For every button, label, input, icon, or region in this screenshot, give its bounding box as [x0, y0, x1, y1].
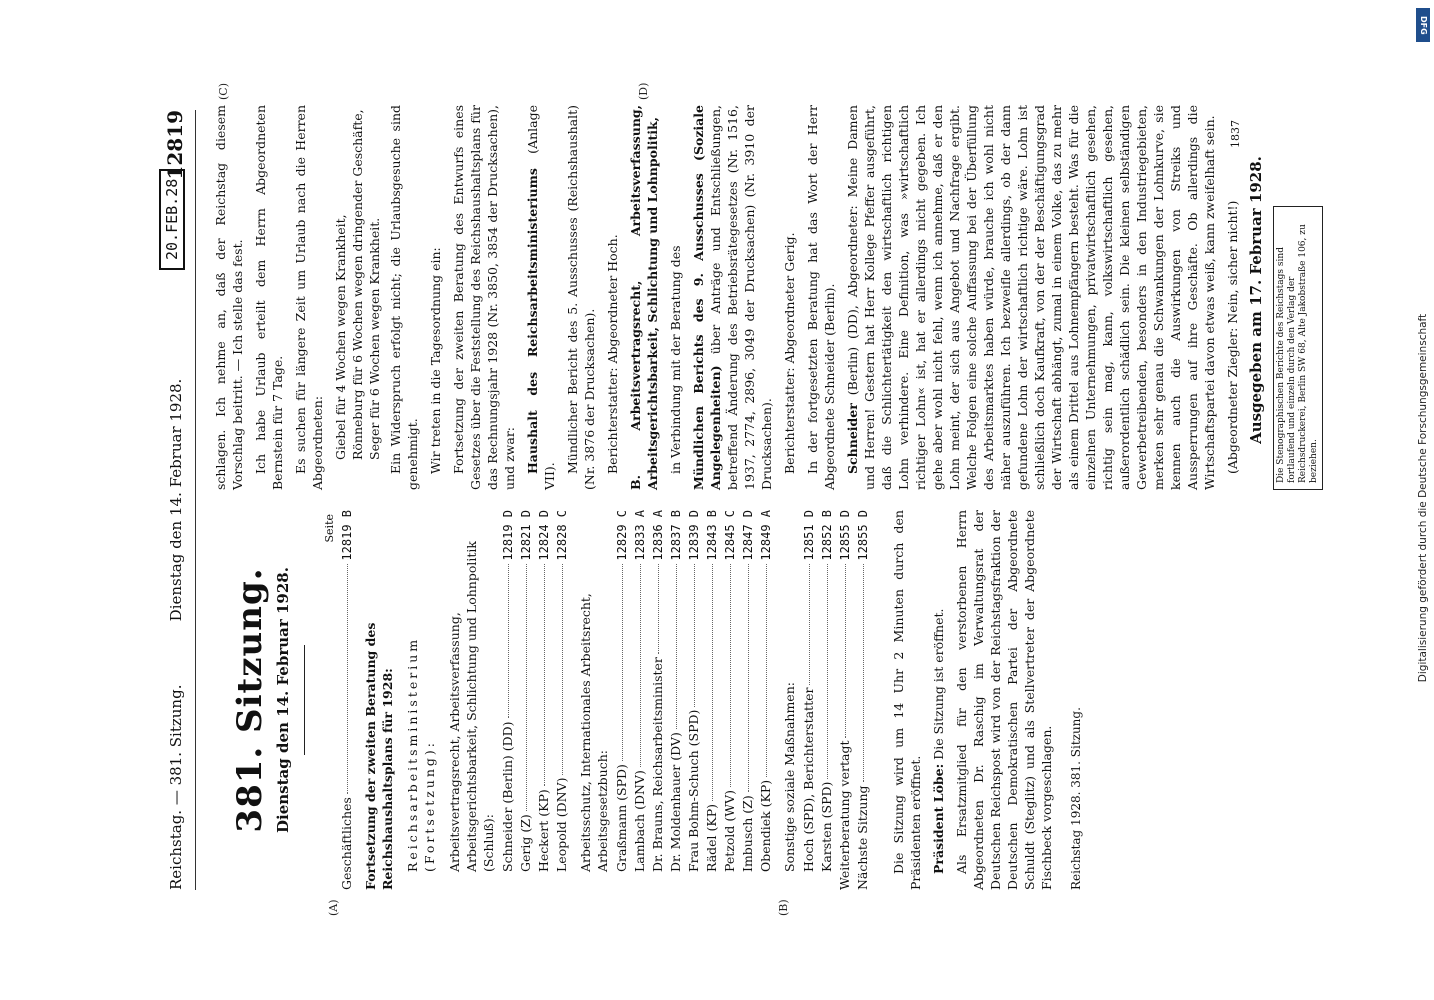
toc-entry: [649, 510, 667, 890]
proceedings-p9: Berichterstatter: Abgeordneter Hoch.: [605, 234, 620, 474]
page-footer: Reichstag 1928. 381. Sitzung.: [1069, 707, 1083, 890]
toc-leader-dots: [508, 564, 509, 719]
toc-entry: [553, 510, 571, 890]
toc-entry-page: 12819 B: [340, 510, 354, 561]
toc-entry-page: 12829 C: [615, 510, 629, 561]
proceedings-p14: In der fortgesetzten Beratung hat das Wort der Herr Abgeordnete Schneider (Berlin).: [805, 105, 837, 490]
toc-leader-dots: [845, 564, 846, 738]
toc-leader-dots: [748, 564, 749, 793]
toc-entry-page: 12833 A: [633, 510, 647, 561]
proceedings-p12: [690, 105, 775, 490]
toc-entry: [517, 510, 535, 890]
toc-entry-page: 12852 B: [820, 510, 834, 561]
toc-entry-page: 12855 D: [838, 510, 852, 561]
toc-leader-dots: [863, 564, 864, 783]
leave-item: Rönneburg für 6 Wochen wegen dringender Geschäfte,: [350, 109, 365, 460]
toc-entry-label: Lambach (DNV): [632, 770, 647, 872]
scanned-page: [77, 70, 1357, 930]
toc-leader-dots: [730, 564, 731, 787]
toc-entry-page: 12837 B: [669, 510, 683, 561]
toc-entry: [757, 510, 775, 890]
title-rule: [304, 645, 305, 755]
speaker-name: Schneider: [845, 403, 860, 474]
toc-leader-dots: [640, 564, 641, 768]
toc-leader-dots: [347, 564, 348, 795]
toc-entry: [535, 510, 553, 890]
margin-mark-b: (B): [777, 899, 790, 916]
page-header: [155, 110, 196, 890]
toc-entry-label: Geschäftliches: [339, 797, 354, 890]
proceedings-p5: Wir treten in die Tagesordnung ein:: [428, 247, 443, 474]
toc-leader-dots: [544, 564, 545, 787]
toc-section-heading: [577, 510, 611, 890]
seite-label: Seite: [323, 514, 336, 543]
toc-entry: [667, 510, 685, 890]
toc-entry-label: Schneider (Berlin) (DD): [500, 721, 515, 872]
left-column: [212, 510, 1083, 890]
toc-entry: [703, 510, 721, 890]
toc-entry: [499, 510, 517, 890]
toc-entry: [739, 510, 757, 890]
sheet-number: 1837: [1229, 120, 1242, 148]
toc-entry: [818, 510, 836, 890]
toc-section-heading: [362, 510, 396, 890]
table-of-contents: [338, 510, 872, 890]
toc-entry-page: 12821 D: [519, 510, 533, 561]
toc-section-heading: [446, 510, 497, 890]
replacement-text: Als Ersatzmitglied für den verstorbenen Herrn Abgeordneten Dr. Raschig im Verwaltungsrat der Deutschen Reichspost wird von der Reichstagsfraktion der Deutschen Demokratischen Partei der Abgeordnete Schuldt (Steglitz) und als Stellvertreter der Abgeordnete Fischbeck vorgeschlagen.: [954, 510, 1054, 890]
toc-entry-page: 12845 C: [723, 510, 737, 561]
president-statement: Die Sitzung ist eröffnet.: [931, 608, 946, 760]
issued-date: Ausgegeben am 17. Februar 1928.: [1247, 156, 1265, 444]
proceedings-p3: Es suchen für längere Zeit um Urlaub nach die Herren Abgeordneten:: [293, 105, 325, 490]
toc-entry-label: Obendiek (KP): [758, 779, 773, 872]
toc-entry-page: 12839 D: [687, 510, 701, 561]
toc-leader-dots: [712, 564, 713, 801]
toc-entry-page: 12849 A: [759, 510, 773, 561]
toc-section-label: Reichsarbeitsministerium (Fortsetzung):: [405, 636, 437, 872]
printer-notice: Die Stenographischen Berichte des Reichstags sind fortlaufend und einzeln durch den Verlag der Reichsdruckerei, Berlin SW 68, Alte Jakobstraße 106, zu beziehen.: [1273, 206, 1323, 490]
toc-entry-label: Imbusch (Z): [740, 795, 755, 872]
leave-list: [332, 105, 383, 490]
toc-section-heading: [404, 510, 438, 890]
toc-entry-page: 12851 D: [802, 510, 816, 561]
proceedings-p6: Fortsetzung der zweiten Beratung des Entwurfs eines Gesetzes über die Feststellung des Reichshaushaltsplans für das Rechnungsjahr 1928 (Nr. 3850, 3854 der Drucksachen), und zwar:: [451, 105, 517, 490]
margin-mark-c: (C): [217, 83, 230, 100]
toc-entry-label: Karsten (SPD): [819, 781, 834, 872]
toc-entry: [631, 510, 649, 890]
toc-section-label: Sonstige soziale Maßnahmen:: [782, 682, 797, 872]
committee-report-text: über Anträge und Entschließungen, betreffend Änderung des Betriebsrätegesetzes (Nr. 1516, 1937, 2774, 2896, 3049 der Drucksachen) (Nr. 3910 der Drucksachen).: [708, 105, 774, 490]
toc-entry: [721, 510, 739, 890]
ministry-heading: Haushalt des Reichsarbeitsministeriums: [525, 168, 540, 474]
toc-leader-dots: [622, 564, 623, 762]
proceedings-p2: Ich habe Urlaub erteilt dem Herrn Abgeordneten Bernstein für 7 Tage.: [253, 105, 285, 490]
ministry-annex: (Anlage VII).: [525, 105, 557, 490]
toc-leader-dots: [562, 564, 563, 775]
toc-entry-label: Gerig (Z): [518, 814, 533, 872]
digitization-credit-bar: [1412, 0, 1434, 1000]
leave-item: Giebel für 4 Wochen wegen Krankheit,: [333, 214, 348, 460]
margin-mark-d: (D): [637, 82, 650, 100]
leave-item: Seger für 6 Wochen wegen Krankheit.: [367, 217, 382, 460]
committee-report-heading: Mündlichen Berichts des 9. Ausschusses (Soziale Angelegenheiten): [691, 105, 723, 490]
toc-leader-dots: [676, 564, 677, 730]
right-column: [212, 105, 1247, 490]
proceedings-p1: schlagen. Ich nehme an, daß der Reichstag diesem Vorschlag beitritt. — Ich stelle das fest.: [213, 105, 245, 490]
toc-entry: [338, 510, 356, 890]
toc-entry: [854, 510, 872, 890]
header-date: Dienstag den 14. Februar 1928.: [167, 378, 185, 622]
session-date: Dienstag den 14. Februar 1928.: [274, 567, 292, 833]
toc-entry: [836, 510, 854, 890]
toc-leader-dots: [827, 564, 828, 779]
toc-entry: [685, 510, 703, 890]
interjection: (Abgeordneter Ziegler: Nein, sicher nicht!): [1225, 200, 1240, 474]
president-line: [930, 510, 947, 890]
toc-leader-dots: [766, 564, 767, 777]
toc-entry-label: Dr. Brauns, Reichsarbeitsminister: [650, 657, 665, 872]
proceedings-p7: [524, 105, 558, 490]
page-number: 12819: [163, 110, 187, 180]
toc-leader-dots: [809, 564, 810, 685]
toc-entry: [613, 510, 631, 890]
toc-leader-dots: [658, 564, 659, 655]
toc-entry-label: Leopold (DNV): [554, 777, 569, 872]
digitization-credit: Digitalisierung gefördert durch die Deutsche Forschungsgemeinschaft: [1417, 313, 1429, 683]
toc-entry-page: 12824 D: [537, 510, 551, 561]
proceedings-p10: B. Arbeitsvertragsrecht, Arbeitsverfassung, Arbeitsgerichtsbarkeit, Schlichtung und Lohnpolitik,: [628, 105, 660, 490]
toc-section-heading: [781, 510, 798, 890]
toc-entry: [800, 510, 818, 890]
president-name: Präsident Löbe:: [931, 763, 946, 874]
toc-entry-page: 12847 D: [741, 510, 755, 561]
dfg-logo-icon: DFG: [1416, 8, 1430, 42]
toc-entry-label: Hoch (SPD), Berichterstatter: [801, 687, 816, 872]
toc-entry-label: Graßmann (SPD): [614, 764, 629, 872]
toc-leader-dots: [526, 564, 527, 812]
toc-entry-page: 12819 D: [501, 510, 515, 561]
toc-entry-label: Rädel (KP): [704, 803, 719, 872]
toc-section-label: Arbeitsvertragsrecht, Arbeitsverfassung, Arbeitsgerichtsbarkeit, Schlichtung und Lohnpolitik (Schluß):: [447, 541, 496, 872]
toc-entry-label: Frau Bohm-Schuch (SPD): [686, 709, 701, 872]
toc-entry-label: Nächste Sitzung: [855, 785, 870, 890]
opening-text: Die Sitzung wird um 14 Uhr 2 Minuten durch den Präsidenten eröffnet.: [891, 510, 923, 890]
toc-entry-label: Petzold (WV): [722, 790, 737, 872]
header-left: Reichstag. — 381. Sitzung.: [167, 684, 185, 890]
toc-entry-page: 12828 C: [555, 510, 569, 561]
proceedings-p8: Mündlicher Bericht des 5. Ausschusses (Reichshaushalt) (Nr. 3876 der Drucksachen).: [565, 105, 597, 490]
speech-text: (Berlin) (DD), Abgeordneter: Meine Damen und Herren! Gestern hat Herr Kollege Pfeffer ausgeführt, daß die Schlichtertätigkeit den wirtschaftlich richtigen Lohn verhindere. Eine Definition, was »wirtschaftlich richtiger Lohn« ist, hat er allerdings nicht gegeben. Ich gehe aber wohl nicht fehl, wenn ich annehme, daß er den Lohn meint, der sich aus Angebot und Nachfrage ergibt. Welche Folgen eine solche Auffassung bei der Überfüllung des Arbeitsmarktes haben würde, brauche ich wohl nicht näher auszuführen. Ich bezweifle allerdings, ob der dann gefundene Lohn der wirtschaftlich richtige wäre. Lohn ist schließlich doch Kaufkraft, von der der Beschäftigungsgrad der Wirtschaft abhängt, zumal in einem Volke, das zu mehr als einem Drittel aus Lohnempfängern besteht. Was für die einzelnen Unternehmungen, privatwirtschaftlich gesehen, richtig sein mag, kann, volkswirtschaftlich gesehen, außerordentlich schädlich sein. Die kleinen selbständigen Gewerbetreibenden, besonders in den Industriegebieten, merken sehr genau die Schwankungen der Lohnkurve, sie kennen auch die Auswirkungen von Streiks und Aussperrungen auf ihre Geschäfte. Ob allerdings die Wirtschaftspartei davon etwas weiß, kann zweifelhaft sein.: [845, 105, 1217, 490]
toc-entry-label: Heckert (KP): [536, 789, 551, 872]
toc-entry-page: 12843 B: [705, 510, 719, 561]
proceedings-p13: Berichterstatter: Abgeordneter Gerig.: [782, 232, 797, 474]
session-title: 381. Sitzung.: [230, 567, 270, 833]
speech-schneider: [844, 105, 1218, 490]
toc-entry-page: 12836 A: [651, 510, 665, 561]
toc-section-label: Fortsetzung der zweiten Beratung des Reichshaushaltsplans für 1928:: [363, 622, 395, 890]
proceedings-p11: in Verbindung mit der Beratung des: [668, 245, 683, 474]
proceedings-p4: Ein Widerspruch erfolgt nicht; die Urlaubsgesuche sind genehmigt.: [388, 105, 420, 490]
toc-section-label: Arbeitsschutz, Internationales Arbeitsrecht, Arbeitsgesetzbuch:: [578, 593, 610, 872]
received-stamp: 20.FEB.28: [159, 169, 185, 270]
toc-entry-label: Dr. Moldenhauer (DV): [668, 732, 683, 872]
toc-entry-page: 12855 D: [856, 510, 870, 561]
toc-entry-label: Weiterberatung vertagt: [837, 740, 852, 890]
toc-leader-dots: [694, 564, 695, 707]
margin-mark-a: (A): [327, 899, 340, 916]
